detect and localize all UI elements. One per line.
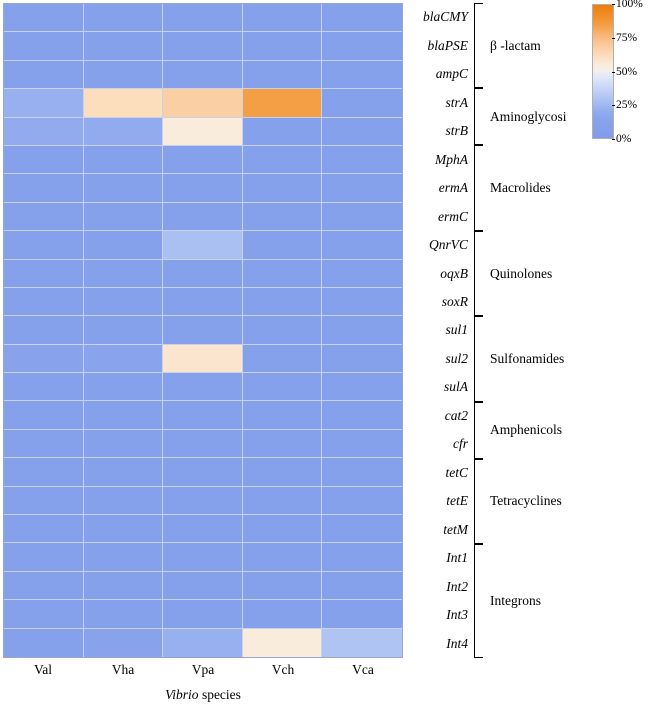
heatmap-cell [322,231,402,259]
heatmap-cell [243,174,323,202]
gene-label: blaPSE [427,37,468,53]
gene-label: Int2 [446,578,468,594]
heatmap-cell [4,316,84,344]
class-group [474,145,659,230]
species-label: Vca [352,662,374,677]
heatmap-cell [4,458,84,486]
heatmap-cell [84,203,164,231]
heatmap-cell [163,118,243,146]
group-bracket [474,3,483,88]
heatmap-cell [163,288,243,316]
heatmap-cell [243,4,323,32]
gene-label: Int1 [446,550,468,566]
heatmap-cell [322,345,402,373]
gene-label: cat2 [444,407,468,423]
heatmap-cell [322,401,402,429]
x-axis-title-italic: Vibrio [165,687,199,702]
group-label: Aminoglycosi [490,108,567,124]
heatmap-cell [84,515,164,543]
heatmap-cell [243,89,323,117]
heatmap-cell [243,32,323,60]
heatmap-cell [4,487,84,515]
heatmap-cell [322,487,402,515]
group-bracket [474,544,483,658]
heatmap-cell [4,260,84,288]
heatmap-cell [4,629,84,657]
colorbar-gradient [592,4,614,139]
heatmap-cell [84,600,164,628]
gene-label: cfr [453,436,468,452]
gene-label: blaCMY [422,9,468,25]
heatmap-cell [322,600,402,628]
heatmap-cell [243,401,323,429]
colorbar-tick: 75% [616,31,638,44]
heatmap-cell [243,430,323,458]
heatmap-cell [163,89,243,117]
heatmap-cell [4,401,84,429]
gene-label: ermA [438,180,468,196]
colorbar-tick: 50% [616,65,638,78]
x-axis-title [3,687,403,703]
group-label: Quinolones [490,265,553,281]
heatmap-cell [4,174,84,202]
gene-label: sul2 [445,350,468,366]
gene-label: Int3 [446,607,468,623]
heatmap-cell [84,4,164,32]
heatmap-cell [84,629,164,657]
heatmap-cell [322,629,402,657]
class-group [474,316,659,401]
heatmap-cell [84,373,164,401]
heatmap-cell [4,600,84,628]
heatmap-cell [4,146,84,174]
heatmap-cell [4,373,84,401]
gene-label: tetM [443,521,468,537]
heatmap-cell [322,430,402,458]
group-bracket [474,402,483,459]
heatmap-cell [84,430,164,458]
heatmap-cell [322,118,402,146]
gene-label: tetE [446,493,468,509]
heatmap-cell [163,572,243,600]
gene-row-labels [404,3,472,658]
heatmap-cell [322,458,402,486]
heatmap-cell [4,61,84,89]
class-group [474,231,659,316]
heatmap-cell [163,146,243,174]
heatmap-cell [163,543,243,571]
heatmap-cell [163,458,243,486]
heatmap-cell [4,203,84,231]
colorbar-tick-labels [616,0,658,143]
heatmap-cell [84,260,164,288]
heatmap-cell [4,4,84,32]
heatmap-cell [4,118,84,146]
heatmap-cell [243,146,323,174]
class-group [474,402,659,459]
gene-label: tetC [445,464,468,480]
heatmap-cell [4,572,84,600]
heatmap-cell [163,487,243,515]
heatmap-cell [4,231,84,259]
heatmap-cell [243,203,323,231]
heatmap-cell [243,316,323,344]
heatmap-cell [163,61,243,89]
heatmap-cell [84,288,164,316]
gene-label: sul1 [445,322,468,338]
heatmap-cell [163,32,243,60]
heatmap-cell [243,487,323,515]
heatmap-cell [322,4,402,32]
gene-label: QnrVC [428,237,468,253]
heatmap-cell [322,543,402,571]
heatmap-cell [4,89,84,117]
group-bracket [474,316,483,401]
group-label: Macrolides [490,180,551,196]
heatmap-cell [322,89,402,117]
heatmap-cell [322,32,402,60]
heatmap-cell [322,203,402,231]
group-bracket [474,459,483,544]
heatmap-cell [322,61,402,89]
colorbar-tick: 100% [616,0,643,10]
heatmap-cell [243,345,323,373]
heatmap-cell [243,231,323,259]
heatmap-cell [243,629,323,657]
heatmap-cell [322,373,402,401]
heatmap-cell [322,146,402,174]
heatmap-cell [4,430,84,458]
gene-label: sulA [443,379,468,395]
colorbar-tick: 0% [616,133,632,145]
heatmap-cell [322,316,402,344]
gene-label: oqxB [440,265,468,281]
heatmap-cell [322,288,402,316]
heatmap-cell [84,174,164,202]
heatmap-cell [243,515,323,543]
heatmap-cell [84,32,164,60]
heatmap-cell [322,515,402,543]
heatmap-cell [322,260,402,288]
heatmap-cell [243,572,323,600]
heatmap-cell [163,600,243,628]
heatmap-cell [84,316,164,344]
heatmap-cell [84,572,164,600]
colorbar-tick: 25% [616,99,638,112]
heatmap-cell [243,61,323,89]
heatmap-cell [84,543,164,571]
heatmap-cell [243,458,323,486]
class-group [474,544,659,658]
heatmap-cell [84,89,164,117]
gene-label: strB [445,123,468,139]
group-bracket [474,88,483,145]
species-label: Vpa [191,662,215,677]
heatmap-cell [84,401,164,429]
heatmap-cell [243,600,323,628]
gene-label: ampC [435,66,468,82]
heatmap-cell [243,118,323,146]
heatmap-cell [243,373,323,401]
gene-label: strA [445,94,468,110]
heatmap-cell [84,231,164,259]
heatmap-cell [243,260,323,288]
group-bracket [474,231,483,316]
heatmap-cell [84,118,164,146]
gene-label: soxR [441,294,468,310]
species-column-labels [3,662,403,678]
heatmap-cell [163,4,243,32]
group-label: Tetracyclines [490,493,562,509]
heatmap-cell [84,146,164,174]
heatmap-cell [163,231,243,259]
heatmap-grid [3,3,403,658]
x-axis-title-plain: species [198,687,241,702]
heatmap-cell [84,345,164,373]
group-label: Amphenicols [490,422,562,438]
heatmap-cell [163,430,243,458]
heatmap-cell [243,288,323,316]
heatmap-cell [4,345,84,373]
heatmap-cell [163,515,243,543]
heatmap-cell [163,401,243,429]
gene-label: MphA [435,151,468,167]
group-bracket [474,145,483,230]
species-label: Val [34,662,52,677]
heatmap-cell [84,61,164,89]
heatmap-cell [4,32,84,60]
heatmap-cell [322,174,402,202]
heatmap-cell [84,458,164,486]
group-label: β -lactam [490,37,541,53]
heatmap-cell [163,629,243,657]
heatmap-cell [163,373,243,401]
heatmap-cell [163,316,243,344]
heatmap-cell [163,345,243,373]
heatmap-cell [163,174,243,202]
heatmap-cell [163,260,243,288]
gene-label: Int4 [446,635,468,651]
class-group [474,459,659,544]
species-label: Vch [271,662,295,677]
heatmap-cell [163,203,243,231]
group-label: Sulfonamides [490,350,565,366]
heatmap-cell [243,543,323,571]
heatmap-cell [4,543,84,571]
heatmap-cell [4,288,84,316]
heatmap-cell [4,515,84,543]
gene-label: ermC [438,208,468,224]
heatmap-cell [322,572,402,600]
heatmap-cell [84,487,164,515]
group-label: Integrons [490,593,541,609]
species-label: Vha [111,662,135,677]
